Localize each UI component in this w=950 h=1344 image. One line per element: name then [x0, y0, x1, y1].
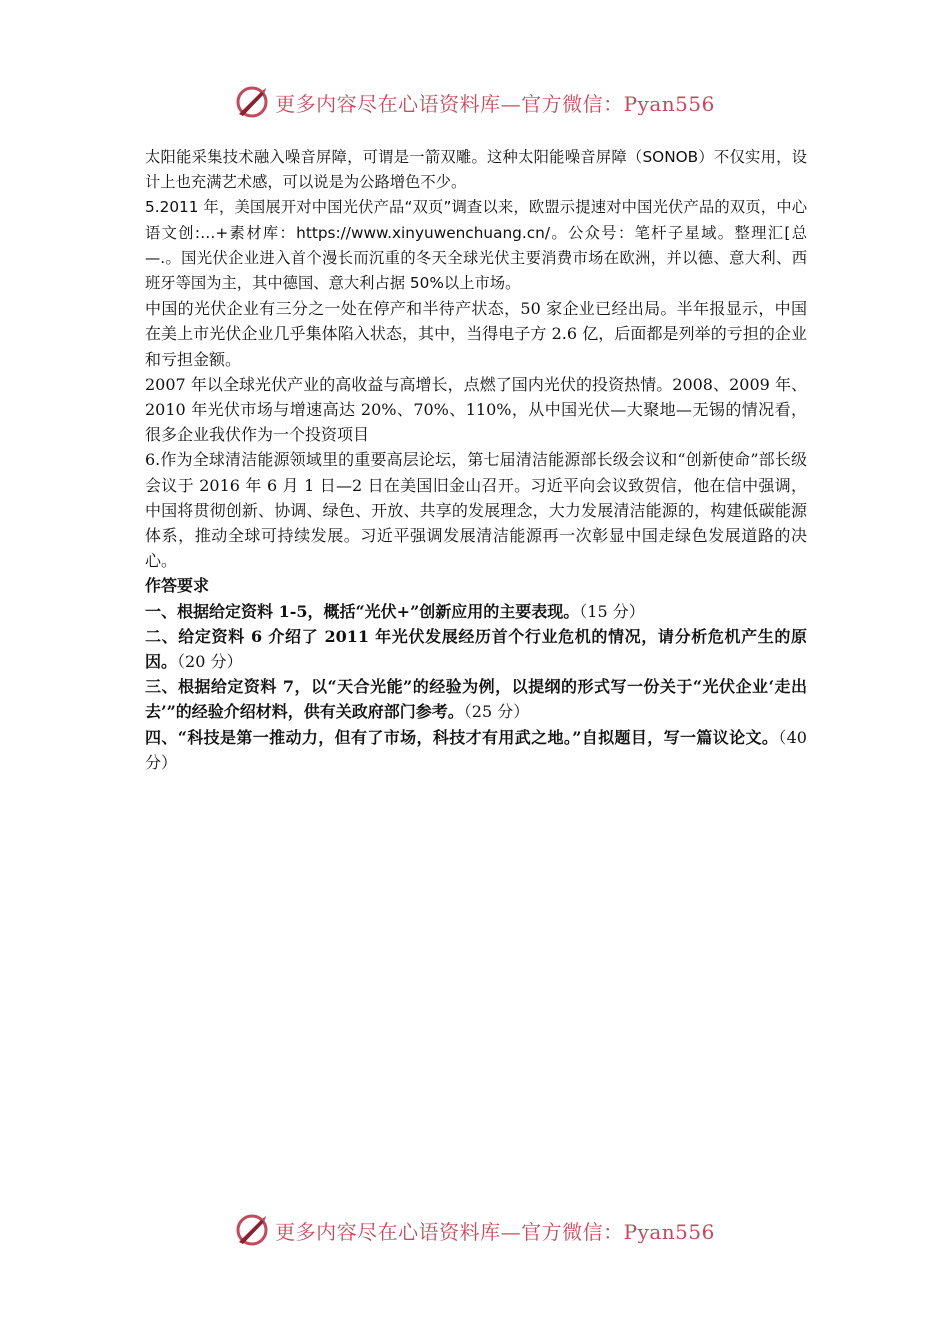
requirements-heading: 作答要求: [145, 576, 210, 596]
pen-circle-logo-icon: [235, 1212, 271, 1248]
paragraph-material-6: 6.作为全球清洁能源领域里的重要高层论坛，第七届清洁能源部长级会议和“创新使命”部长级会议于 2016 年 6 月 1 日—2 日在美国旧金山召开。习近平向会议致贺信，他在信中强调，中国将贯彻创新、协调、绿色、开放、共享的发展理念，大力发展清洁能源的，构建低碳能源体系，推动全球可持续发展。习近平强调发展清洁能源再一次彰显中国走绿色发展道路的决心。: [145, 450, 807, 571]
question-2-text: 二、给定资料 6 介绍了 2011 年光伏发展经历首个行业危机的情况，请分析危机产生的原因。: [145, 626, 807, 672]
paragraph-solar-noise-barrier: 太阳能采集技术融入噪音屏障，可谓是一箭双雕。这种太阳能噪音屏障（SONOB）不仅实用，设计上也充满艺术感，可以说是为公路增色不少。: [145, 148, 807, 192]
question-1-score: （15 分）: [579, 601, 645, 621]
pen-circle-logo-icon: [235, 84, 271, 120]
header-banner: [0, 82, 950, 122]
question-2: [145, 624, 807, 674]
question-2-score: （20 分）: [177, 652, 243, 672]
question-3-score: （25 分）: [463, 702, 530, 722]
paragraph-material-5: 5.2011 年，美国展开对中国光伏产品“双页”调查以来，欧盟示提速对中国光伏产品的双页，中心语文创:…+素材库：https://www.xinyuwenchuang.cn/。公众号：笔杆子星域。整理汇[总—.。国光伏企业进入首个漫长而沉重的冬天全球光伏主要消费市场在欧洲，并以德、意大利、西班牙等国为主，其中德国、意大利占据 50%以上市场。: [145, 198, 807, 293]
question-1: [145, 599, 807, 624]
question-3-text: 三、根据给定资料 7，以“天合光能”的经验为例，以提纲的形式写一份关于“光伏企业‘走出去’”的经验介绍材料，供有关政府部门参考。: [145, 677, 807, 722]
question-4-text: 四、“科技是第一推动力，但有了市场，科技才有用武之地。”自拟题目，写一篇议论文。: [145, 727, 779, 747]
document-body: [145, 145, 807, 775]
paragraph-industry-status: 中国的光伏企业有三分之一处在停产和半待产状态，50 家企业已经出局。半年报显示，中国在美上市光伏企业几乎集体陷入状态，其中，当得电子方 2.6 亿，后面都是列举的亏担的企业和亏担金额。: [145, 299, 807, 369]
footer-banner-text: 更多内容尽在心语资料库—官方微信：Pyan556: [275, 1219, 715, 1244]
question-4: [145, 725, 807, 775]
paragraph-investment-boom: 2007 年以全球光伏产业的高收益与高增长，点燃了国内光伏的投资热情。2008、2009 年、2010 年光伏市场与增速高达 20%、70%、110%，从中国光伏—大聚地—无锡的情况看，很多企业我伏作为一个投资项目: [145, 374, 807, 445]
header-banner-text: 更多内容尽在心语资料库—官方微信：Pyan556: [275, 91, 715, 116]
question-3: [145, 674, 807, 724]
footer-banner: [0, 1210, 950, 1250]
question-4-score: （40 分）: [145, 727, 807, 772]
question-1-text: 一、根据给定资料 1-5，概括“光伏+”创新应用的主要表现。: [145, 601, 580, 621]
